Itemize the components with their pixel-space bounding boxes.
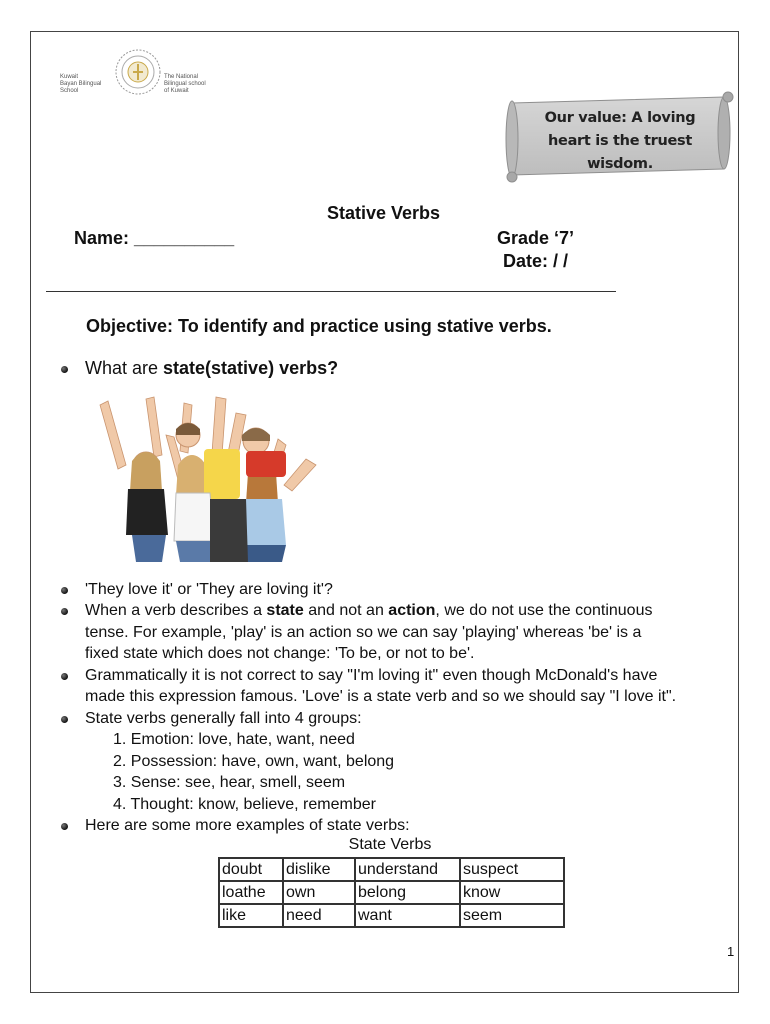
logo-right-text: [164, 74, 206, 95]
objective-heading: Objective: To identify and practice using stative verbs.: [86, 316, 552, 336]
table-cell: want: [355, 904, 460, 927]
divider-line: [46, 291, 616, 292]
group-item: 3. Sense: see, hear, smell, seem: [113, 774, 346, 791]
table-cell: need: [283, 904, 355, 927]
bullet-text-part: When a verb describes a: [85, 602, 267, 619]
question-line: [85, 358, 338, 379]
bullet-bold-state: state: [266, 602, 304, 619]
group-item: 4. Thought: know, believe, remember: [113, 796, 376, 813]
table-cell: dislike: [283, 858, 355, 881]
grade-label: Grade ‘7’: [497, 228, 575, 248]
group-item: 2. Possession: have, own, want, belong: [113, 753, 395, 770]
worksheet-title: Stative Verbs: [327, 203, 441, 223]
question-prefix: What are: [85, 358, 164, 378]
logo-left-line: Kuwait: [60, 74, 79, 80]
round-bullet-icon: [61, 716, 68, 723]
name-field: Name: __________: [74, 228, 235, 248]
table-cell: suspect: [460, 858, 564, 881]
bullet-text-continued: fixed state which does not change: 'To be, or not to be'.: [85, 645, 475, 662]
table-cell: like: [219, 904, 283, 927]
round-bullet-icon: [61, 673, 68, 680]
value-banner-text: Our value: A loving heart is the truest wisdom.: [544, 110, 696, 172]
round-bullet-icon: [61, 608, 68, 615]
logo-left-line: Bayan Bilingual: [60, 81, 102, 87]
bullet-text: Here are some more examples of state verbs:: [85, 817, 410, 834]
bullet-text: [85, 600, 652, 622]
cheering-people-photo: [96, 395, 320, 562]
group-item: 1. Emotion: love, hate, want, need: [113, 731, 355, 748]
logo-left-line: School: [60, 88, 79, 94]
table-cell: know: [460, 881, 564, 904]
table-row: [219, 904, 564, 927]
table-cell: loathe: [219, 881, 283, 904]
logo-right-line: The National: [164, 74, 199, 80]
date-label: Date: / /: [503, 251, 569, 271]
school-logo: [58, 44, 218, 104]
logo-right-line: of Kuwait: [164, 88, 189, 94]
round-bullet-icon: [61, 366, 68, 373]
table-row: [219, 858, 564, 881]
page-number: 1: [727, 944, 735, 959]
table-cell: own: [283, 881, 355, 904]
state-verbs-table: [218, 857, 565, 928]
bullet-text-part: and not an: [303, 602, 389, 619]
table-cell: doubt: [219, 858, 283, 881]
bullet-text-part: , we do not use the continuous: [435, 602, 653, 619]
bullet-text: 'They love it' or 'They are loving it'?: [85, 581, 333, 598]
bullet-text: State verbs generally fall into 4 groups:: [85, 710, 362, 727]
table-caption: State Verbs: [348, 836, 432, 853]
table-cell: belong: [355, 881, 460, 904]
bullet-text-continued: made this expression famous. 'Love' is a state verb and so we should say "I love it".: [85, 688, 677, 705]
table-row: [219, 881, 564, 904]
round-bullet-icon: [61, 587, 68, 594]
logo-left-text: [60, 74, 101, 95]
bullet-text-continued: tense. For example, 'play' is an action so we can say 'playing' whereas 'be' is a: [85, 624, 642, 641]
table-cell: understand: [355, 858, 460, 881]
logo-right-line: Bilingual school: [164, 81, 206, 87]
table-cell: seem: [460, 904, 564, 927]
bullet-bold-action: action: [388, 602, 436, 619]
question-bold: state(stative) verbs?: [163, 358, 339, 378]
value-banner: [502, 91, 738, 183]
round-bullet-icon: [61, 823, 68, 830]
bullet-text: Grammatically it is not correct to say "I'm loving it" even though McDonald's have: [85, 667, 658, 684]
